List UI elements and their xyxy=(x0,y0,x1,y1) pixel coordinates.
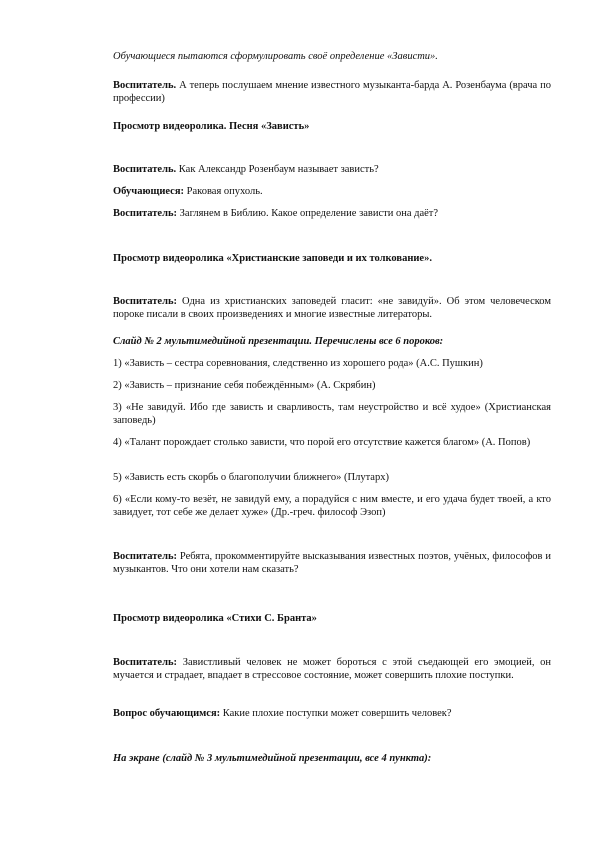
speaker-label: Воспитатель: xyxy=(113,657,178,668)
video-heading-commandments xyxy=(113,252,551,265)
quote-text: 1) «Зависть – сестра соревнования, следственно из хорошего рода» (А.С. Пушкин) xyxy=(113,358,483,369)
speaker-label: Воспитатель. xyxy=(113,80,177,91)
quote-text: 5) «Зависть есть скорбь о благополучии ближнего» (Плутарх) xyxy=(113,472,389,483)
paragraph-text: А теперь послушаем мнение известного музыканта-барда А. Розенбаума (врача по профессии) xyxy=(113,80,551,104)
speaker-label: Воспитатель: xyxy=(113,208,178,219)
video-heading-song-envy xyxy=(113,120,551,133)
paragraph-text: Заглянем в Библию. Какое определение зависти она даёт? xyxy=(177,208,439,219)
paragraph-students-define-envy xyxy=(113,50,551,63)
paragraph-text: Какие плохие поступки может совершить человек? xyxy=(220,708,452,719)
paragraph-text: Завистливый человек не может бороться с этой съедающей его эмоцией, он мучается и страдает, впадает в стрессовое состояние, может совершить плохие поступки. xyxy=(113,657,551,681)
paragraph-commandment xyxy=(113,295,551,321)
paragraph-rosenbaum-intro xyxy=(113,79,551,105)
paragraph-bible xyxy=(113,207,551,220)
speaker-label: Вопрос обучающимся: xyxy=(113,708,221,719)
quote-item-2 xyxy=(113,379,551,392)
quote-text: 6) «Если кому-то везёт, не завидуй ему, а порадуйся с ним вместе, и его удача будет твоей, а кто завидует, тот себе же делает хуже» (Др.-греч. философ Эзоп) xyxy=(113,494,551,518)
heading-text: Просмотр видеоролика «Стихи С. Бранта» xyxy=(113,613,317,624)
caption-text: Слайд № 2 мультимедийной презентации. Перечислены все 6 пороков: xyxy=(113,336,444,347)
quote-text: 4) «Талант порождает столько зависти, что порой его отсутствие кажется благом» (А. Попов) xyxy=(113,437,531,448)
quote-item-3 xyxy=(113,401,551,427)
speaker-label: Обучающиеся: xyxy=(113,186,185,197)
speaker-label: Воспитатель: xyxy=(113,296,178,307)
quote-text: 3) «Не завидуй. Ибо где зависть и сварливость, там неустройство и всё худое» (Христианская заповедь) xyxy=(113,402,551,426)
paragraph-question-students xyxy=(113,707,551,720)
quote-item-5 xyxy=(113,471,551,484)
italic-text: Обучающиеся пытаются сформулировать своё определение «Зависти». xyxy=(113,51,438,62)
speaker-label: Воспитатель. xyxy=(113,164,177,175)
heading-text: Просмотр видеоролика. Песня «Зависть» xyxy=(113,121,310,132)
quote-item-6 xyxy=(113,493,551,519)
paragraph-text: Раковая опухоль. xyxy=(184,186,263,197)
heading-text: Просмотр видеоролика «Христианские заповеди и их толкование». xyxy=(113,253,432,264)
paragraph-text: Как Александр Розенбаум называет зависть? xyxy=(176,164,379,175)
speaker-label: Воспитатель: xyxy=(113,551,178,562)
paragraph-text: Ребята, прокомментируйте высказывания известных поэтов, учёных, философов и музыкантов. Что они хотели нам сказать? xyxy=(113,551,551,575)
quote-text: 2) «Зависть – признание себя побеждённым» (А. Скрябин) xyxy=(113,380,376,391)
paragraph-rosenbaum-question xyxy=(113,163,551,176)
paragraph-envious-person xyxy=(113,656,551,682)
video-heading-brant xyxy=(113,612,551,625)
paragraph-students-answer xyxy=(113,185,551,198)
paragraph-text: Одна из христианских заповедей гласит: «не завидуй». Об этом человеческом пороке писали в своих произведениях и многие известные литераторы. xyxy=(113,296,551,320)
slide-3-caption xyxy=(113,752,551,765)
slide-2-caption xyxy=(113,335,551,348)
paragraph-comment-request xyxy=(113,550,551,576)
quote-item-1 xyxy=(113,357,551,370)
quote-item-4 xyxy=(113,436,551,449)
caption-text: На экране (слайд № 3 мультимедийной презентации, все 4 пункта): xyxy=(113,753,432,764)
